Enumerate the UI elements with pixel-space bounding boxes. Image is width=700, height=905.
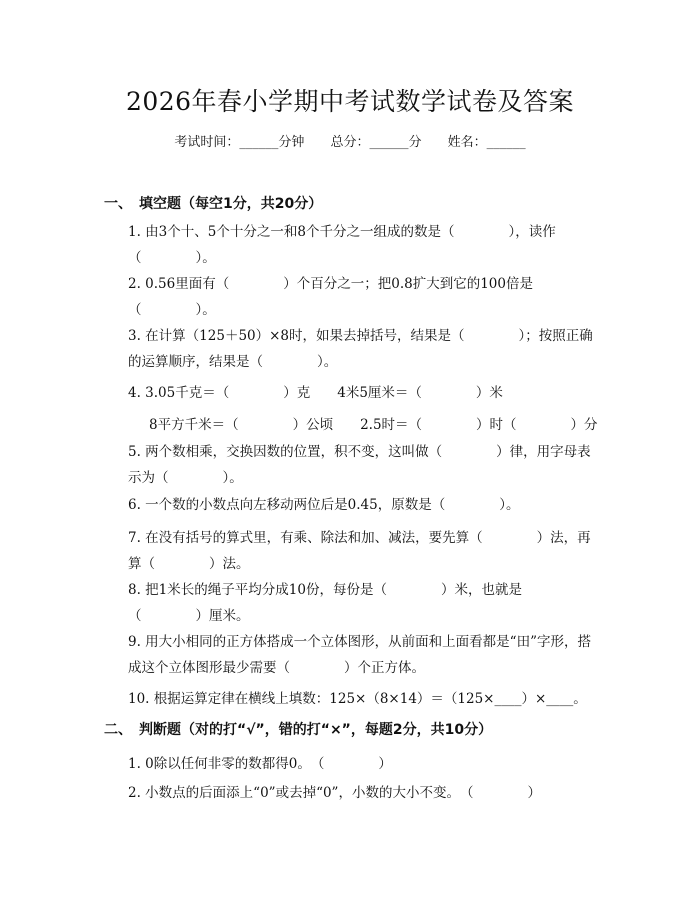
question-10: 10. 根据运算定律在横线上填数：125×（8×14）＝（125×____）×____。 [128,691,587,707]
question-5 [104,439,596,491]
question-1-text: 1. 由3个十、5个十分之一和8个千分之一组成的数是（ ），读作（ ）。 [128,224,556,266]
question-2-text: 2. 0.56里面有（ ）个百分之一；把0.8扩大到它的100倍是（ ）。 [128,276,533,318]
tf-question-2: 2. 小数点的后面添上“0”或去掉“0”，小数的大小不变。 （ ） [128,785,541,801]
question-3 [104,323,596,375]
question-6-text: 6. 一个数的小数点向左移动两位后是0.45，原数是（ ）。 [128,497,520,513]
question-8 [104,577,596,629]
question-7 [104,525,596,577]
exam-time: 考试时间：______分钟 [174,135,305,150]
tf-question-1: 1. 0除以任何非零的数都得0。 （ ） [128,756,392,772]
question-4-line-2: 8平方千米＝（ ）公顷 2.5时＝（ ）时（ ）分 [149,417,598,433]
question-6 [104,492,596,518]
exam-title: 2026年春小学期中考试数学试卷及答案 [125,87,575,116]
exam-score: 总分：______分 [330,135,422,150]
section-fill-in-heading: 一、 填空题（每空1分，共20分） [104,196,323,212]
question-8-text: 8. 把1米长的绳子平均分成10份，每份是（ ）米，也就是（ ）厘米。 [128,582,522,624]
question-9 [104,629,596,681]
question-1 [104,219,596,271]
exam-meta [0,131,700,150]
question-5-text: 5. 两个数相乘，交换因数的位置，积不变，这叫做（ ）律，用字母表示为（ ）。 [128,444,591,486]
student-name: 姓名：______ [447,135,526,150]
question-2 [104,271,596,323]
question-4-line-1: 4. 3.05千克＝（ ）克 4米5厘米＝（ ）米 [128,385,503,401]
question-9-text: 9. 用大小相同的正方体搭成一个立体图形，从前面和上面看都是“田”字形，搭成这个立体图形最少需要（ ）个正方体。 [128,634,591,676]
section-true-false-heading: 二、 判断题（对的打“√”，错的打“×”，每题2分，共10分） [104,722,493,738]
question-7-text: 7. 在没有括号的算式里，有乘、除法和加、减法，要先算（ ）法，再算（ ）法。 [128,530,591,572]
question-3-text: 3. 在计算（125＋50）×8时，如果去掉括号，结果是（ ）；按照正确的运算顺序，结果是（ ）。 [128,328,593,370]
